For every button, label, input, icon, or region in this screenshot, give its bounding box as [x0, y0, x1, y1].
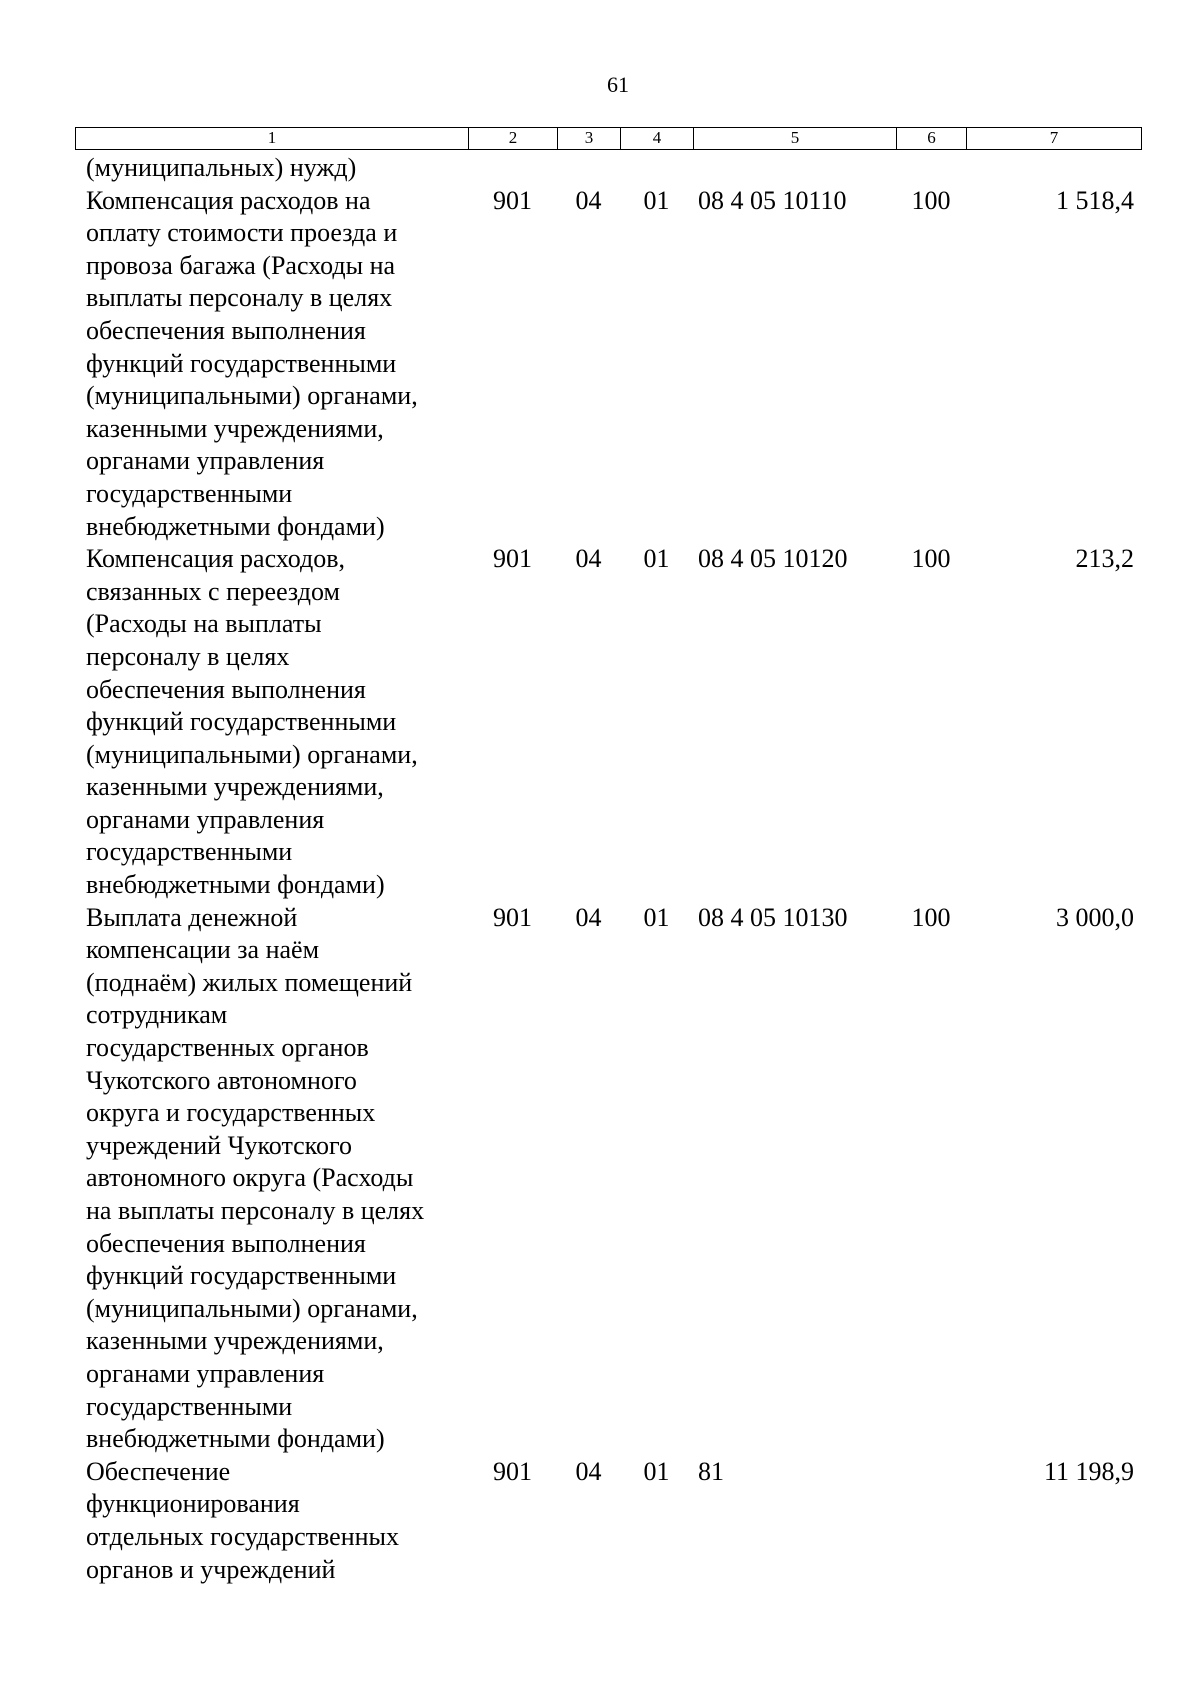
row-grbs: 901	[493, 185, 532, 215]
header-col-6: 6	[897, 128, 967, 149]
page-number: 61	[607, 72, 629, 97]
header-col-5: 5	[694, 128, 897, 149]
header-col-1: 1	[76, 128, 469, 149]
row-name: Компенсация расходов, связанных с переездом (Расходы на выплаты персоналу в целях обеспечения выполнения функций государственными (муниципальными) органами, казенными учреждениями, органами управления государственными внебюджетными фондами)	[86, 544, 418, 900]
row-expense-type: 100	[911, 185, 951, 215]
table-row	[75, 185, 1142, 544]
header-col-7: 7	[1049, 128, 1059, 147]
row-subsection: 01	[643, 185, 670, 215]
row-sum: 3 000,0	[1056, 902, 1134, 932]
row-sum: 11 198,9	[1043, 1456, 1134, 1486]
row-target-code: 08 4 05 10110	[698, 185, 847, 215]
row-name: (муниципальных) нужд)	[86, 153, 357, 182]
row-grbs: 901	[493, 1456, 532, 1486]
row-grbs: 901	[493, 902, 532, 932]
row-sum: 1 518,4	[1056, 185, 1134, 215]
table-row	[75, 543, 1142, 902]
table-body	[75, 152, 1142, 1586]
table-row	[75, 1456, 1142, 1586]
row-section: 04	[575, 544, 602, 574]
row-target-code: 08 4 05 10120	[698, 544, 848, 574]
row-expense-type: 100	[911, 544, 951, 574]
row-section: 04	[575, 902, 602, 932]
row-subsection: 01	[643, 1456, 670, 1486]
header-col-2: 2	[469, 128, 558, 149]
header-col-3: 3	[558, 128, 621, 149]
table-row	[75, 152, 1142, 185]
row-grbs: 901	[493, 544, 532, 574]
row-target-code: 81	[698, 1456, 724, 1486]
table-header	[75, 127, 1142, 150]
table-row	[75, 902, 1142, 1456]
row-subsection: 01	[643, 544, 670, 574]
row-target-code: 08 4 05 10130	[698, 902, 848, 932]
row-name: Выплата денежной компенсации за наём (поднаём) жилых помещений сотрудникам государственных органов Чукотского автономного округа и государственных учреждений Чукотского автономного округа (Расходы на выплаты персоналу в целях обеспечения выполнения функций государственными (муниципальными) органами, казенными учреждениями, органами управления государственными внебюджетными фондами)	[86, 902, 425, 1454]
row-subsection: 01	[643, 902, 670, 932]
row-sum: 213,2	[1075, 544, 1134, 574]
header-col-4: 4	[621, 128, 694, 149]
row-expense-type: 100	[911, 902, 951, 932]
row-name: Обеспечение функционирования отдельных государственных органов и учреждений	[86, 1456, 400, 1584]
row-name: Компенсация расходов на оплату стоимости проезда и провоза багажа (Расходы на выплаты персоналу в целях обеспечения выполнения функций государственными (муниципальными) органами, казенными учреждениями, органами управления государственными внебюджетными фондами)	[86, 185, 418, 541]
row-section: 04	[575, 185, 602, 215]
row-section: 04	[575, 1456, 602, 1486]
